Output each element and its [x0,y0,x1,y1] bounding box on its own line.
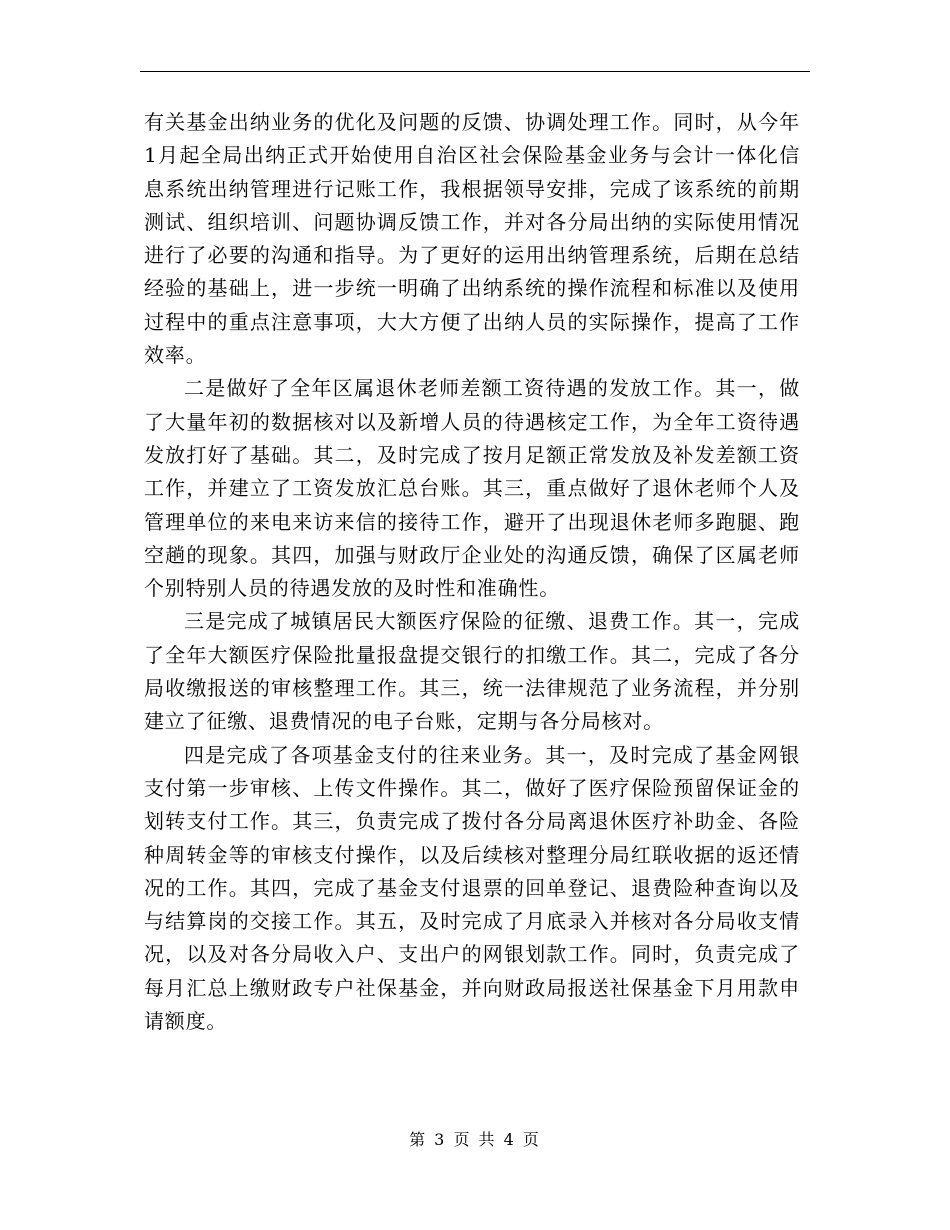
paragraph-2: 二是做好了全年区属退休老师差额工资待遇的发放工作。其一，做了大量年初的数据核对以及新增人员的待遇核定工作，为全年工资待遇发放打好了基础。其二，及时完成了按月足额正常发放及补发差额工资工作，并建立了工资发放汇总台账。其三，重点做好了退休老师个人及管理单位的来电来访来信的接待工作，避开了出现退休老师多跑腿、跑空趟的现象。其四，加强与财政厅企业处的沟通反馈，确保了区属老师个别特别人员的待遇发放的及时性和准确性。 [144,376,800,601]
header-rule [140,71,810,72]
page-number-label: 第 3 页 共 4 页 [409,1130,541,1149]
paragraph-3: 三是完成了城镇居民大额医疗保险的征缴、退费工作。其一，完成了全年大额医疗保险批量报盘提交银行的扣缴工作。其二，完成了各分局收缴报送的审核整理工作。其三，统一法律规范了业务流程，并分别建立了征缴、退费情况的电子台账，定期与各分局核对。 [144,609,800,734]
page-footer [0,1127,950,1150]
paragraph-4: 四是完成了各项基金支付的往来业务。其一，及时完成了基金网银支付第一步审核、上传文件操作。其二，做好了医疗保险预留保证金的划转支付工作。其三，负责完成了拨付各分局离退休医疗补助金、各险种周转金等的审核支付操作，以及后续核对整理分局红联收据的返还情况的工作。其四，完成了基金支付退票的回单登记、退费险种查询以及与结算岗的交接工作。其五，及时完成了月底录入并核对各分局收支情况，以及对各分局收入户、支出户的网银划款工作。同时，负责完成了每月汇总上缴财政专户社保基金，并向财政局报送社保基金下月用款申请额度。 [144,742,800,1034]
document-body [144,106,800,1038]
paragraph-1: 有关基金出纳业务的优化及问题的反馈、协调处理工作。同时，从今年1月起全局出纳正式开始使用自治区社会保险基金业务与会计一体化信息系统出纳管理进行记账工作，我根据领导安排，完成了该系统的前期测试、组织培训、问题协调反馈工作，并对各分局出纳的实际使用情况进行了必要的沟通和指导。为了更好的运用出纳管理系统，后期在总结经验的基础上，进一步统一明确了出纳系统的操作流程和标准以及使用过程中的重点注意事项，大大方便了出纳人员的实际操作，提高了工作效率。 [144,110,800,368]
